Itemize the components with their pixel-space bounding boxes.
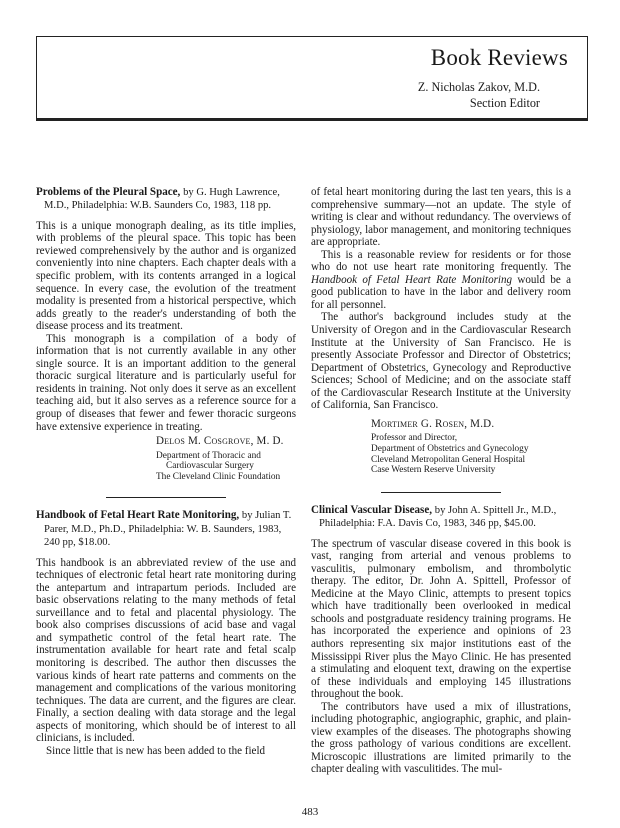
reviewer-affiliation: Cardiovascular Surgery	[166, 461, 254, 472]
review-paragraph: This is a unique monograph dealing, as its title implies, with problems of the pleural space. This topic has been reviewed comprehensively by the author and is organized conveniently into nine chapters. Each chapter deals with a specific problem, with its contents arranged in a logical sequence. In every case, the evolution of the treatment modality is presented from a historical perspective, which adds greatly to the reader's understanding of both the disease process and its treatment.	[36, 219, 296, 333]
book-byline-fetal: by Julian T. Parer, M.D., Ph.D., Philadelphia: W. B. Saunders, 1983, 240 pp, $18.00.	[44, 510, 292, 549]
review-heading-pleural	[36, 186, 296, 213]
left-column	[36, 186, 296, 757]
review-text: would be a good publication to have in the labor and delivery room for all personnel.	[311, 273, 572, 311]
section-editor-name: Z. Nicholas Zakov, M.D.	[417, 80, 540, 94]
review-paragraph: of fetal heart monitoring during the last ten years, this is a comprehensive summary—not an update. The style of writing is clear and without redundancy. The overviews of physiology, labor management, and monitoring techniques are appropriate.	[311, 186, 571, 249]
review-paragraph	[311, 249, 571, 312]
review-paragraph: The spectrum of vascular disease covered in this book is vast, ranging from arterial and venous problems to vasculitis, pulmonary embolism, and thrombolytic therapy. The editor, Dr. John A. Spittell, Professor of Medicine at the Mayo Clinic, attempts to present topics which have traditionally been overlooked in medical schools and postgraduate residency training programs. He has incorporated the experience and opinions of 23 authors representing six major institutions east of the Mississippi River plus the Mayo Clinic. He has presented a stimulating and eloquent text, drawing on the expertise of these individuals and employing 145 illustrations throughout the book.	[311, 537, 571, 701]
reviewer-affiliation: Professor and Director,	[371, 433, 458, 444]
review-paragraph: This handbook is an abbreviated review of the use and techniques of electronic fetal heart rate monitoring during the antepartum and intrapartum periods. Included are basic observations relating to the many methods of fetal surveillance and to fetal and placental physiology. The book also comprises discussions of acid base and vagal and sympathetic control of the fetal heart rate. The instrumentation available for heart rate and fetal scalp monitoring is described. The author then discusses the various kinds of heart rate patterns and comments on the management and complications of the various monitoring techniques. The data are current, and the figures are clear. Finally, a section dealing with data storage and the legal aspects of monitoring, which should be of interest to all clinicians, is included.	[36, 556, 296, 745]
review-paragraph: This monograph is a compilation of a body of information that is not currently available in any other single source. It is an important addition to the general thoracic surgical literature and is particularly useful for residents in training. Not only does it serve as an excellent teaching aid, but it also serves as a reference source for a group of diseases that fewer and fewer thoracic surgeons have extensive experience in treating.	[36, 332, 296, 433]
reviewer-signature	[311, 418, 571, 476]
book-byline-pleural: by G. Hugh Lawrence, M.D., Philadelphia: W.B. Saunders Co, 1983, 118 pp.	[44, 187, 280, 212]
book-title-pleural: Problems of the Pleural Space,	[36, 186, 181, 198]
review-heading-fetal	[36, 509, 296, 549]
review-divider	[381, 492, 501, 493]
reviewer-name: Mortimer G. Rosen, M.D.	[371, 417, 495, 430]
reviewer-affiliation: The Cleveland Clinic Foundation	[156, 471, 281, 482]
right-column	[311, 186, 571, 776]
reviewer-affiliation: Cleveland Metropolitan General Hospital	[371, 454, 526, 465]
review-paragraph: The contributors have used a mix of illustrations, including photographic, angiographic, graphic, and plain-view examples of the diseases. The photographs showing the gross pathology of various conditions are excellent. Microscopic illustrations are limited primarily to the chapter dealing with vasculitides. The mul-	[311, 700, 571, 776]
book-byline-vascular: by John A. Spittell Jr., M.D., Philadelphia: F.A. Davis Co, 1983, 346 pp, $45.00.	[319, 504, 557, 530]
review-paragraph: The author's background includes study at the University of Oregon and in the Cardiovascular Research Institute at the University of San Francisco. He is presently Associate Professor and Director of Obstetrics; Department of Obstetrics, Gynecology and Reproductive Sciences; School of Medicine; and on the associate staff of the Cardiovascular Research Institute at the University of California, San Francisco.	[311, 311, 571, 412]
header-rule	[36, 118, 588, 121]
book-title-italic: Handbook of Fetal Heart Rate Monitoring	[311, 273, 513, 286]
page-number: 483	[301, 806, 319, 818]
book-title-vascular: Clinical Vascular Disease,	[311, 503, 433, 516]
review-text: This is a reasonable review for residents or for those who do not use heart rate monitoring frequently. The	[311, 248, 571, 274]
review-paragraph: Since little that is new has been added to the field	[46, 744, 266, 757]
reviewer-signature	[36, 435, 296, 482]
section-editor-role: Section Editor	[469, 96, 540, 110]
review-heading-vascular	[311, 504, 571, 531]
book-title-fetal: Handbook of Fetal Heart Rate Monitoring,	[36, 509, 240, 522]
reviewer-affiliation: Case Western Reserve University	[371, 465, 496, 476]
reviewer-affiliation: Department of Thoracic and	[156, 450, 261, 461]
reviewer-name: Delos M. Cosgrove, M. D.	[156, 435, 284, 448]
section-title: Book Reviews	[430, 45, 568, 70]
review-divider	[106, 497, 226, 498]
reviewer-affiliation: Department of Obstetrics and Gynecology	[371, 443, 529, 454]
